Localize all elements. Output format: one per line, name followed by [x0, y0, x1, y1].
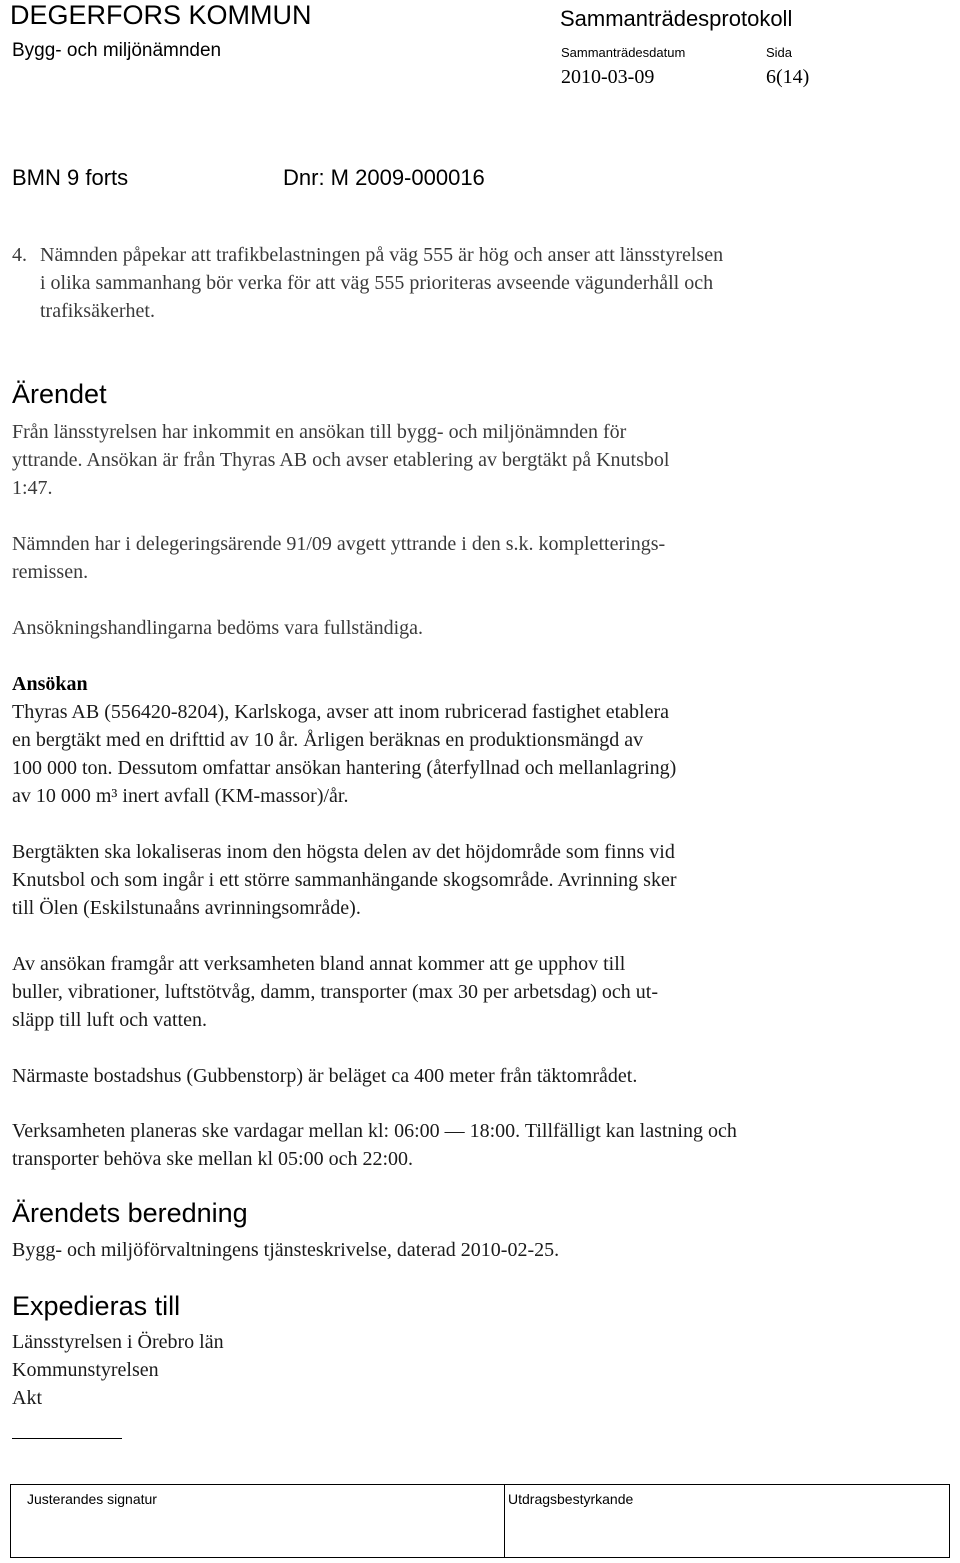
footer-signature-box [10, 1484, 950, 1558]
paragraph-location [12, 838, 832, 922]
page-number: 6(14) [766, 66, 810, 88]
text-line: i olika sammanhang bör verka för att väg 555 prioriteras avseende vägunderhåll och [40, 272, 714, 294]
divider-line [12, 1438, 122, 1439]
meeting-date-value: 2010-03-09 [561, 66, 655, 88]
certification-label: Utdragsbestyrkande [508, 1491, 634, 1507]
paragraph-delegation [12, 530, 832, 586]
text-line: 1:47. [12, 477, 53, 499]
text-line: transporter behöva ske mellan kl 05:00 och 22:00. [12, 1148, 414, 1170]
footer-divider [504, 1485, 505, 1557]
section-heading-beredning: Ärendets beredning [12, 1198, 248, 1228]
paragraph-operating-hours [12, 1117, 892, 1173]
text-line: Nämnden påpekar att trafikbelastningen på väg 555 är hög och anser att länsstyrelsen [40, 244, 724, 266]
text-line: Knutsbol och som ingår i ett större sammanhängande skogsområde. Avrinning sker [12, 869, 677, 891]
page-label: Sida [766, 45, 793, 60]
paragraph-documents-complete [12, 614, 832, 642]
recipient-list [12, 1328, 832, 1412]
text-line: släpp till luft och vatten. [12, 1009, 207, 1031]
item-number: 4. [12, 244, 27, 266]
text-line: Bygg- och miljöförvaltningens tjänsteskrivelse, daterad 2010-02-25. [12, 1239, 560, 1261]
text-line: buller, vibrationer, luftstötvåg, damm, transporter (max 30 per arbetsdag) och ut- [12, 981, 658, 1003]
text-line: en bergtäkt med en drifttid av 10 år. Årligen beräknas en produktionsmängd av [12, 729, 644, 751]
text-line: 100 000 ton. Dessutom omfattar ansökan hantering (återfyllnad och mellanlagring) [12, 757, 677, 779]
text-line: Thyras AB (556420-8204), Karlskoga, avser att inom rubricerad fastighet etablera [12, 701, 670, 723]
department-name: Bygg- och miljönämnden [12, 40, 222, 61]
text-line: trafiksäkerhet. [40, 300, 155, 322]
organization-name: DEGERFORS KOMMUN [10, 0, 312, 30]
text-line: Ansökningshandlingarna bedöms vara fullständiga. [12, 617, 424, 639]
paragraph-application-details [12, 698, 832, 810]
paragraph-impacts [12, 950, 832, 1034]
section-heading-expedieras: Expedieras till [12, 1291, 181, 1321]
recipient-item: Kommunstyrelsen [12, 1359, 159, 1381]
subheading-ansokan: Ansökan [12, 673, 88, 695]
text-line: Bergtäkten ska lokaliseras inom den högsta delen av det höjdområde som finns vid [12, 841, 675, 863]
text-line: av 10 000 m³ inert avfall (KM-massor)/år. [12, 785, 349, 807]
text-line: Närmaste bostadshus (Gubbenstorp) är beläget ca 400 meter från täktområdet. [12, 1065, 638, 1087]
protocol-type: Sammanträdesprotokoll [560, 6, 793, 31]
text-line: till Ölen (Eskilstunaåns avrinningsområde). [12, 897, 361, 919]
paragraph-preparation [12, 1236, 832, 1264]
recipient-item: Akt [12, 1387, 42, 1409]
recipient-item: Länsstyrelsen i Örebro län [12, 1331, 224, 1353]
text-line: Av ansökan framgår att verksamheten bland annat kommer att ge upphov till [12, 953, 626, 975]
text-line: Från länsstyrelsen har inkommit en ansökan till bygg- och miljönämnden för [12, 421, 627, 443]
item-text [40, 241, 860, 325]
text-line: remissen. [12, 561, 89, 583]
section-heading-arendet: Ärendet [12, 379, 107, 409]
text-line: yttrande. Ansökan är från Thyras AB och avser etablering av bergtäkt på Knutsbol [12, 449, 670, 471]
meeting-date-label: Sammanträdesdatum [561, 45, 686, 60]
paragraph-nearest-house [12, 1062, 832, 1090]
diary-number: Dnr: M 2009-000016 [283, 165, 485, 190]
paragraph-application-received [12, 418, 832, 502]
signature-label: Justerandes signatur [27, 1491, 157, 1507]
text-line: Nämnden har i delegeringsärende 91/09 avgett yttrande i den s.k. kompletterings- [12, 533, 666, 555]
paragraph-number: BMN 9 forts [12, 165, 129, 190]
text-line: Verksamheten planeras ske vardagar mellan kl: 06:00 — 18:00. Tillfälligt kan lastning och [12, 1120, 737, 1142]
